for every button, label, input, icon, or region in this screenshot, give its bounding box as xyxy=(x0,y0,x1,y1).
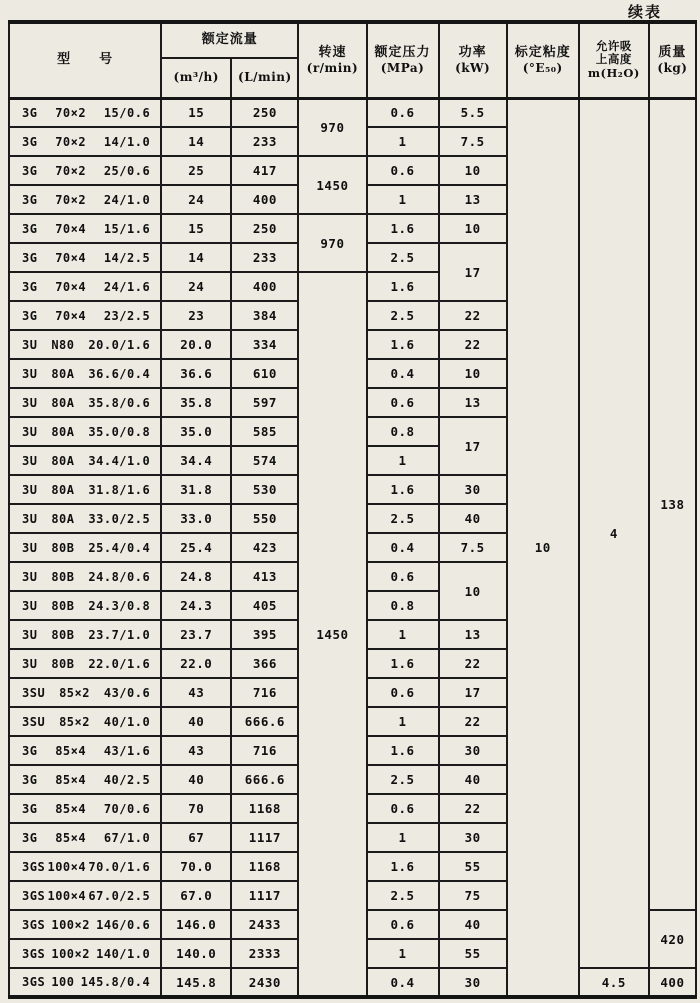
header-flow-m3h xyxy=(161,58,231,98)
flow-lmin-cell: 233 xyxy=(231,127,298,156)
model-spec: 140/1.0 xyxy=(96,946,151,961)
model-cell xyxy=(9,185,161,214)
flow-m3h-cell: 35.8 xyxy=(161,388,231,417)
model-spec: 43/0.6 xyxy=(103,685,151,700)
header-viscosity-label: 标定粘度 xyxy=(514,44,571,60)
model-cell xyxy=(9,852,161,881)
model-size: 80A xyxy=(51,453,75,468)
flow-lmin-cell: 233 xyxy=(231,243,298,272)
model-spec: 67/1.0 xyxy=(103,830,151,845)
pressure-cell: 2.5 xyxy=(367,504,439,533)
flow-lmin-cell: 716 xyxy=(231,736,298,765)
model-spec: 40/1.0 xyxy=(103,714,151,729)
model-spec: 70/0.6 xyxy=(103,801,151,816)
model-spec: 33.0/2.5 xyxy=(88,511,151,526)
pressure-cell: 0.6 xyxy=(367,678,439,707)
speed-cell: 970 xyxy=(298,98,366,156)
suction-cell: 4 xyxy=(579,98,649,968)
flow-lmin-cell: 250 xyxy=(231,214,298,243)
model-cell xyxy=(9,388,161,417)
flow-lmin-cell: 1168 xyxy=(231,794,298,823)
pressure-cell: 1 xyxy=(367,823,439,852)
model-series: 3U xyxy=(22,395,38,410)
model-spec: 43/1.6 xyxy=(103,743,151,758)
pressure-cell: 1.6 xyxy=(367,649,439,678)
model-series: 3U xyxy=(22,627,38,642)
model-size: 80B xyxy=(51,627,75,642)
mass-cell: 420 xyxy=(649,910,696,968)
flow-lmin-cell: 334 xyxy=(231,330,298,359)
model-cell xyxy=(9,910,161,939)
header-mass-label: 质量 xyxy=(658,44,687,60)
power-cell: 17 xyxy=(439,243,507,301)
flow-m3h-cell: 31.8 xyxy=(161,475,231,504)
model-size: 70×2 xyxy=(55,192,87,207)
header-mass xyxy=(649,22,696,98)
header-suction xyxy=(579,22,649,98)
power-cell: 13 xyxy=(439,620,507,649)
pressure-cell: 1.6 xyxy=(367,736,439,765)
pressure-cell: 1.6 xyxy=(367,475,439,504)
pressure-cell: 0.4 xyxy=(367,968,439,997)
flow-m3h-cell: 43 xyxy=(161,736,231,765)
model-cell xyxy=(9,127,161,156)
mass-cell: 138 xyxy=(649,98,696,910)
mass-cell: 400 xyxy=(649,968,696,997)
model-spec: 23/2.5 xyxy=(103,308,151,323)
header-speed-label: 转速 xyxy=(318,44,347,60)
model-series: 3U xyxy=(22,598,38,613)
model-cell xyxy=(9,707,161,736)
flow-lmin-cell: 666.6 xyxy=(231,707,298,736)
viscosity-cell: 10 xyxy=(507,98,579,997)
pressure-cell: 1 xyxy=(367,620,439,649)
model-series: 3G xyxy=(22,308,38,323)
pressure-cell: 0.6 xyxy=(367,156,439,185)
header-viscosity xyxy=(507,22,579,98)
model-size: 70×2 xyxy=(55,134,87,149)
model-spec: 145.8/0.4 xyxy=(80,975,151,989)
header-suction-line1: 允许吸 xyxy=(595,38,632,53)
model-cell xyxy=(9,968,161,997)
power-cell: 40 xyxy=(439,765,507,794)
power-cell: 10 xyxy=(439,359,507,388)
power-cell: 22 xyxy=(439,301,507,330)
flow-m3h-cell: 24 xyxy=(161,272,231,301)
pressure-cell: 2.5 xyxy=(367,881,439,910)
pressure-cell: 0.6 xyxy=(367,910,439,939)
model-size: 70×4 xyxy=(55,308,87,323)
header-mass-unit: (kg) xyxy=(657,60,688,75)
model-cell xyxy=(9,156,161,185)
model-size: 85×4 xyxy=(55,743,87,758)
power-cell: 13 xyxy=(439,388,507,417)
model-size: 80A xyxy=(51,424,75,439)
continued-table-label: 续表 xyxy=(627,3,662,21)
flow-m3h-cell: 24.3 xyxy=(161,591,231,620)
model-cell xyxy=(9,736,161,765)
model-spec: 24/1.6 xyxy=(103,279,151,294)
model-size: 80A xyxy=(51,366,75,381)
pressure-cell: 1 xyxy=(367,185,439,214)
flow-lmin-cell: 405 xyxy=(231,591,298,620)
flow-lmin-cell: 530 xyxy=(231,475,298,504)
model-spec: 146/0.6 xyxy=(96,917,151,932)
model-cell xyxy=(9,881,161,910)
header-suction-line3: m(H₂O) xyxy=(587,66,640,81)
header-power xyxy=(439,22,507,98)
flow-m3h-cell: 34.4 xyxy=(161,446,231,475)
model-size: N80 xyxy=(51,337,75,352)
model-cell xyxy=(9,359,161,388)
model-spec: 67.0/2.5 xyxy=(88,888,151,903)
model-series: 3G xyxy=(22,192,38,207)
flow-m3h-cell: 67.0 xyxy=(161,881,231,910)
model-size: 70×4 xyxy=(55,250,87,265)
flow-m3h-cell: 14 xyxy=(161,127,231,156)
model-spec: 40/2.5 xyxy=(103,772,151,787)
header-flow-m3h-unit: (m³/h) xyxy=(173,70,219,85)
model-cell xyxy=(9,243,161,272)
flow-m3h-cell: 33.0 xyxy=(161,504,231,533)
power-cell: 22 xyxy=(439,649,507,678)
model-size: 70×2 xyxy=(55,105,87,120)
header-pressure-unit: (MPa) xyxy=(380,60,425,75)
flow-m3h-cell: 24.8 xyxy=(161,562,231,591)
model-spec: 20.0/1.6 xyxy=(88,337,151,352)
model-size: 80B xyxy=(51,598,75,613)
model-series: 3U xyxy=(22,366,38,381)
table-row xyxy=(9,98,696,127)
model-cell xyxy=(9,649,161,678)
flow-m3h-cell: 140.0 xyxy=(161,939,231,968)
power-cell: 30 xyxy=(439,475,507,504)
model-cell xyxy=(9,301,161,330)
model-size: 80A xyxy=(51,395,75,410)
model-size: 80B xyxy=(51,569,75,584)
flow-lmin-cell: 423 xyxy=(231,533,298,562)
flow-m3h-cell: 20.0 xyxy=(161,330,231,359)
pressure-cell: 1.6 xyxy=(367,330,439,359)
pressure-cell: 1.6 xyxy=(367,852,439,881)
model-size: 85×2 xyxy=(59,714,90,729)
model-series: 3G xyxy=(22,830,38,845)
model-size: 80A xyxy=(51,511,75,526)
power-cell: 40 xyxy=(439,504,507,533)
power-cell: 30 xyxy=(439,968,507,997)
flow-m3h-cell: 25.4 xyxy=(161,533,231,562)
model-spec: 35.0/0.8 xyxy=(88,424,151,439)
header-model xyxy=(9,22,161,98)
flow-lmin-cell: 417 xyxy=(231,156,298,185)
model-series: 3G xyxy=(22,279,38,294)
header-power-label: 功率 xyxy=(458,44,487,60)
model-cell xyxy=(9,417,161,446)
model-spec: 24.3/0.8 xyxy=(88,598,151,613)
pressure-cell: 1.6 xyxy=(367,214,439,243)
model-series: 3SU xyxy=(22,714,46,729)
table-body xyxy=(9,98,696,997)
flow-m3h-cell: 23 xyxy=(161,301,231,330)
model-cell xyxy=(9,939,161,968)
model-cell xyxy=(9,446,161,475)
model-series: 3U xyxy=(22,453,38,468)
model-series: 3U xyxy=(22,424,38,439)
flow-lmin-cell: 2333 xyxy=(231,939,298,968)
model-size: 70×4 xyxy=(55,279,87,294)
header-model-label: 型 号 xyxy=(57,52,114,68)
header-suction-line2: 上高度 xyxy=(595,52,632,67)
flow-lmin-cell: 400 xyxy=(231,272,298,301)
flow-lmin-cell: 250 xyxy=(231,98,298,127)
model-spec: 25/0.6 xyxy=(103,163,151,178)
header-pressure xyxy=(367,22,439,98)
power-cell: 17 xyxy=(439,678,507,707)
power-cell: 30 xyxy=(439,736,507,765)
pressure-cell: 2.5 xyxy=(367,301,439,330)
flow-m3h-cell: 67 xyxy=(161,823,231,852)
power-cell: 22 xyxy=(439,330,507,359)
pressure-cell: 1 xyxy=(367,707,439,736)
pressure-cell: 0.8 xyxy=(367,591,439,620)
model-spec: 34.4/1.0 xyxy=(88,453,151,468)
model-cell xyxy=(9,562,161,591)
header-flow-lmin xyxy=(231,58,298,98)
flow-lmin-cell: 2430 xyxy=(231,968,298,997)
model-size: 80A xyxy=(51,482,75,497)
model-cell xyxy=(9,765,161,794)
power-cell: 13 xyxy=(439,185,507,214)
flow-lmin-cell: 2433 xyxy=(231,910,298,939)
model-spec: 14/1.0 xyxy=(103,134,151,149)
header-flow-group xyxy=(161,22,298,58)
flow-lmin-cell: 400 xyxy=(231,185,298,214)
header-flow-lmin-unit: (L/min) xyxy=(238,70,292,85)
model-size: 100×2 xyxy=(51,917,90,932)
power-cell: 75 xyxy=(439,881,507,910)
model-size: 80B xyxy=(51,656,75,671)
model-series: 3G xyxy=(22,743,38,758)
flow-m3h-cell: 15 xyxy=(161,98,231,127)
header-flow-label: 额定流量 xyxy=(201,32,258,48)
pressure-cell: 1.6 xyxy=(367,272,439,301)
flow-m3h-cell: 15 xyxy=(161,214,231,243)
power-cell: 55 xyxy=(439,852,507,881)
model-spec: 70.0/1.6 xyxy=(88,859,151,874)
model-size: 85×4 xyxy=(55,772,87,787)
model-cell xyxy=(9,214,161,243)
model-spec: 36.6/0.4 xyxy=(88,366,151,381)
model-size: 100 xyxy=(51,975,75,989)
header-viscosity-unit: (°E₅₀) xyxy=(522,60,563,75)
power-cell: 10 xyxy=(439,156,507,185)
flow-m3h-cell: 43 xyxy=(161,678,231,707)
model-cell xyxy=(9,591,161,620)
model-cell xyxy=(9,475,161,504)
pressure-cell: 0.4 xyxy=(367,533,439,562)
model-series: 3GS xyxy=(22,975,46,989)
model-spec: 35.8/0.6 xyxy=(88,395,151,410)
model-series: 3SU xyxy=(22,685,46,700)
flow-lmin-cell: 1117 xyxy=(231,881,298,910)
power-cell: 10 xyxy=(439,214,507,243)
model-series: 3G xyxy=(22,134,38,149)
model-spec: 24.8/0.6 xyxy=(88,569,151,584)
header-speed xyxy=(298,22,366,98)
power-cell: 55 xyxy=(439,939,507,968)
model-spec: 22.0/1.6 xyxy=(88,656,151,671)
model-series: 3U xyxy=(22,569,38,584)
header-power-unit: (kW) xyxy=(455,60,491,75)
model-series: 3GS xyxy=(22,888,46,903)
flow-m3h-cell: 23.7 xyxy=(161,620,231,649)
model-cell xyxy=(9,272,161,301)
pressure-cell: 0.6 xyxy=(367,388,439,417)
flow-lmin-cell: 1117 xyxy=(231,823,298,852)
model-spec: 24/1.0 xyxy=(103,192,151,207)
model-series: 3GS xyxy=(22,917,46,932)
flow-m3h-cell: 40 xyxy=(161,707,231,736)
flow-m3h-cell: 146.0 xyxy=(161,910,231,939)
model-cell xyxy=(9,330,161,359)
model-cell xyxy=(9,98,161,127)
pressure-cell: 2.5 xyxy=(367,243,439,272)
model-series: 3G xyxy=(22,250,38,265)
model-cell xyxy=(9,504,161,533)
header-speed-unit: (r/min) xyxy=(306,60,359,75)
flow-lmin-cell: 1168 xyxy=(231,852,298,881)
pressure-cell: 1 xyxy=(367,446,439,475)
power-cell: 30 xyxy=(439,823,507,852)
power-cell: 17 xyxy=(439,417,507,475)
model-size: 100×2 xyxy=(51,946,90,961)
flow-lmin-cell: 574 xyxy=(231,446,298,475)
flow-m3h-cell: 70.0 xyxy=(161,852,231,881)
speed-cell: 970 xyxy=(298,214,366,272)
power-cell: 10 xyxy=(439,562,507,620)
header-pressure-label: 额定压力 xyxy=(374,44,431,60)
flow-lmin-cell: 413 xyxy=(231,562,298,591)
model-series: 3GS xyxy=(22,946,46,961)
model-series: 3U xyxy=(22,337,38,352)
flow-m3h-cell: 25 xyxy=(161,156,231,185)
model-spec: 31.8/1.6 xyxy=(88,482,151,497)
flow-lmin-cell: 716 xyxy=(231,678,298,707)
model-size: 85×4 xyxy=(55,830,87,845)
pressure-cell: 0.4 xyxy=(367,359,439,388)
pump-spec-table xyxy=(8,20,697,999)
model-size: 80B xyxy=(51,540,75,555)
speed-cell: 1450 xyxy=(298,272,366,997)
model-series: 3U xyxy=(22,656,38,671)
model-cell xyxy=(9,620,161,649)
suction-cell: 4.5 xyxy=(579,968,649,997)
model-series: 3G xyxy=(22,801,38,816)
pressure-cell: 1 xyxy=(367,939,439,968)
model-series: 3GS xyxy=(22,859,46,874)
power-cell: 7.5 xyxy=(439,533,507,562)
speed-cell: 1450 xyxy=(298,156,366,214)
pressure-cell: 0.6 xyxy=(367,98,439,127)
flow-m3h-cell: 35.0 xyxy=(161,417,231,446)
model-cell xyxy=(9,823,161,852)
pressure-cell: 1 xyxy=(367,127,439,156)
model-series: 3U xyxy=(22,511,38,526)
model-spec: 15/1.6 xyxy=(103,221,151,236)
power-cell: 22 xyxy=(439,707,507,736)
model-series: 3G xyxy=(22,105,38,120)
flow-lmin-cell: 585 xyxy=(231,417,298,446)
flow-m3h-cell: 22.0 xyxy=(161,649,231,678)
pressure-cell: 0.6 xyxy=(367,794,439,823)
model-size: 100×4 xyxy=(47,859,87,874)
model-size: 85×2 xyxy=(59,685,90,700)
flow-lmin-cell: 550 xyxy=(231,504,298,533)
flow-m3h-cell: 145.8 xyxy=(161,968,231,997)
flow-lmin-cell: 384 xyxy=(231,301,298,330)
model-size: 70×4 xyxy=(55,221,87,236)
flow-lmin-cell: 395 xyxy=(231,620,298,649)
power-cell: 5.5 xyxy=(439,98,507,127)
model-cell xyxy=(9,678,161,707)
flow-m3h-cell: 70 xyxy=(161,794,231,823)
flow-m3h-cell: 14 xyxy=(161,243,231,272)
model-series: 3G xyxy=(22,163,38,178)
model-series: 3U xyxy=(22,540,38,555)
model-cell xyxy=(9,533,161,562)
flow-m3h-cell: 24 xyxy=(161,185,231,214)
flow-m3h-cell: 36.6 xyxy=(161,359,231,388)
model-spec: 23.7/1.0 xyxy=(88,627,151,642)
flow-lmin-cell: 597 xyxy=(231,388,298,417)
model-spec: 15/0.6 xyxy=(103,105,151,120)
model-size: 70×2 xyxy=(55,163,87,178)
model-size: 100×4 xyxy=(47,888,87,903)
model-cell xyxy=(9,794,161,823)
model-size: 85×4 xyxy=(55,801,87,816)
model-series: 3G xyxy=(22,221,38,236)
flow-lmin-cell: 610 xyxy=(231,359,298,388)
model-series: 3G xyxy=(22,772,38,787)
power-cell: 22 xyxy=(439,794,507,823)
model-spec: 14/2.5 xyxy=(103,250,151,265)
flow-lmin-cell: 666.6 xyxy=(231,765,298,794)
power-cell: 40 xyxy=(439,910,507,939)
flow-m3h-cell: 40 xyxy=(161,765,231,794)
model-series: 3U xyxy=(22,482,38,497)
model-spec: 25.4/0.4 xyxy=(88,540,151,555)
flow-lmin-cell: 366 xyxy=(231,649,298,678)
pressure-cell: 0.6 xyxy=(367,562,439,591)
power-cell: 7.5 xyxy=(439,127,507,156)
pressure-cell: 0.8 xyxy=(367,417,439,446)
pressure-cell: 2.5 xyxy=(367,765,439,794)
